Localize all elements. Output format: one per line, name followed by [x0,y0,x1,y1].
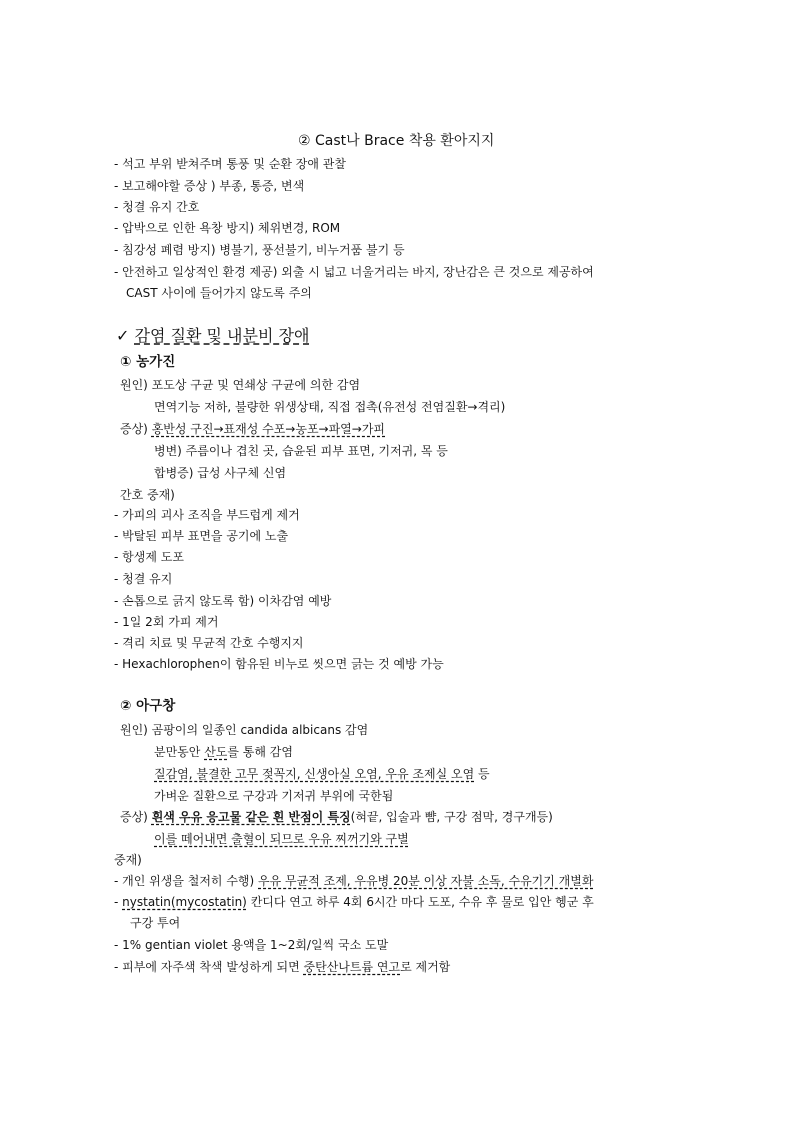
impetigo-complication: 합병증) 급성 사구체 신염 [154,466,287,480]
list-item: - 손톱으로 긁지 않도록 함) 이차감염 예방 [114,594,332,608]
thrush-symptom: 증상) 흰색 우유 응고물 같은 흰 반점이 특징(혀끝, 입술과 뺨, 구강 점막, 경구개등) [120,810,553,824]
check-icon: ✓ [116,326,130,345]
list-item-continued: CAST 사이에 들어가지 않도록 주의 [126,286,312,300]
main-heading [116,328,309,344]
list-item: - 개인 위생을 철저히 수행) 우유 무균적 조제, 우유병 20분 이상 자불 소독, 수유기기 개별화 [114,874,594,888]
thrush-cause-birth: 분만동안 산도를 통해 감염 [154,745,293,759]
list-item: - 침강성 폐렴 방지) 병불기, 풍선불기, 비누거품 불기 등 [114,243,405,257]
nursing-label: 간호 중재) [120,488,175,502]
main-heading-text: 감염 질환 및 내분비 장애 [134,326,310,345]
list-item: - 격리 치료 및 무균적 간호 수행지지 [114,636,304,650]
impetigo-cause-cont: 면역기능 저하, 불량한 위생상태, 직접 접촉(유전성 전염질환→격리) [154,400,506,414]
impetigo-symptom: 증상) 홍반성 구진→표재성 수포→농포→파열→가피 [120,422,386,436]
list-item: - 1일 2회 가피 제거 [114,615,219,629]
list-item: - 석고 부위 받쳐주며 통풍 및 순환 장애 관찰 [114,157,346,171]
list-item: - 청결 유지 [114,572,173,586]
list-item: - 청결 유지 간호 [114,200,200,214]
section-title-cast: ② Cast나 Brace 착용 환아지지 [298,133,495,149]
intervention-label: 중재) [114,853,142,867]
list-item: - 박탈된 피부 표면을 공기에 노출 [114,529,289,543]
impetigo-cause: 원인) 포도상 구균 및 연쇄상 구균에 의한 감염 [120,378,361,392]
list-item: - 항생제 도포 [114,550,184,564]
list-item: - Hexachlorophen이 함유된 비누로 씻으면 긁는 것 예방 가능 [114,657,444,671]
thrush-cause-limited: 가벼운 질환으로 구강과 기저귀 부위에 국한됨 [154,789,394,803]
list-item-continued: 구강 투여 [130,916,181,930]
impetigo-lesion: 병변) 주름이나 겹친 곳, 습윤된 피부 표면, 기저귀, 목 등 [154,444,448,458]
thrush-cause: 원인) 곰팡이의 일종인 candida albicans 감염 [120,723,369,737]
subheading-impetigo: ① 농가진 [120,354,176,370]
list-item: - 가피의 괴사 조직을 부드럽게 제거 [114,508,300,522]
thrush-cause-sources: 질감염, 불결한 고무 젖꼭지, 신생아실 오염, 우유 조제실 오염 등 [154,767,490,781]
list-item: - 안전하고 일상적인 환경 제공) 외출 시 넓고 너울거리는 바지, 장난감은 큰 것으로 제공하여 [114,265,594,279]
subheading-thrush: ② 아구창 [120,698,176,714]
list-item: - 압박으로 인한 욕창 방지) 체위변경, ROM [114,221,341,235]
list-item: - 1% gentian violet 용액을 1~2회/일씩 국소 도말 [114,938,389,952]
list-item: - 보고해야할 증상 ) 부종, 통증, 변색 [114,179,305,193]
thrush-symptom-cont: 이를 떼어내면 출혈이 되므로 우유 찌꺼기와 구별 [154,832,409,846]
list-item: - nystatin(mycostatin) 칸디다 연고 하루 4회 6시간 마다 도포, 수유 후 물로 입안 헹군 후 [114,895,594,909]
list-item: - 피부에 자주색 착색 발성하게 되면 중탄산나트륨 연고로 제거함 [114,960,451,974]
